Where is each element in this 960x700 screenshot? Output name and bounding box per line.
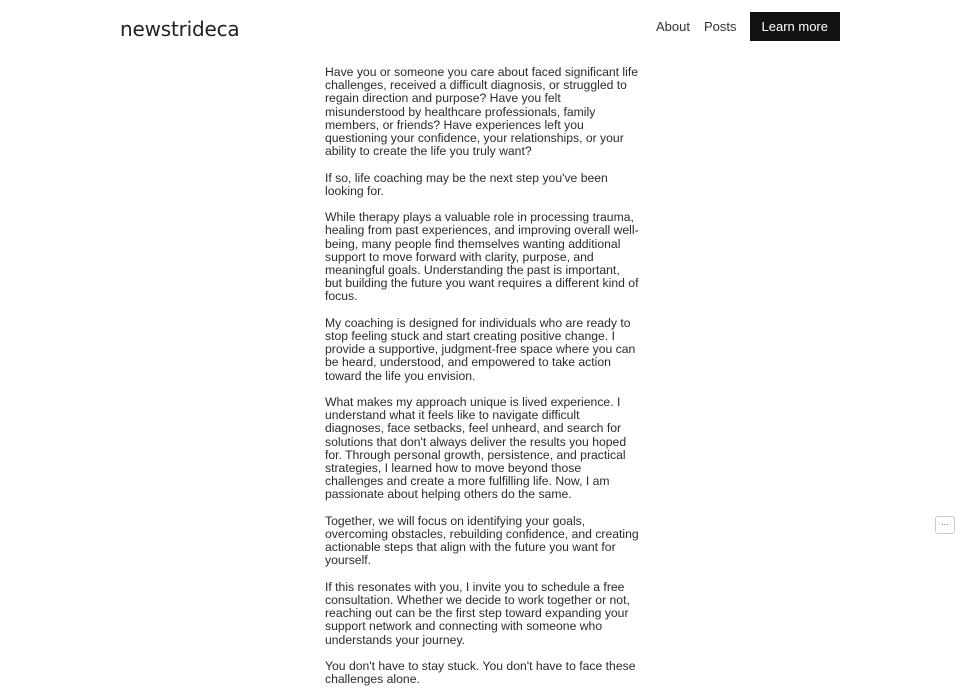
learn-more-button[interactable]: Learn more (750, 12, 840, 41)
paragraph-2: If so, life coaching may be the next step you've been looking for. (325, 170, 608, 198)
paragraph-8: You don't have to stay stuck. You don't have to face these challenges alone. (325, 659, 636, 687)
site-logo[interactable]: newstrideca (120, 17, 240, 41)
paragraph-6: Together, we will focus on identifying your goals, overcoming obstacles, rebuilding confidence, and creating actionable steps that align with the future you want for yourself. (325, 513, 639, 568)
paragraph-5: What makes my approach unique is lived experience. I understand what it feels like to navigate difficult diagnoses, face setbacks, feel unheard, and search for solutions that don't always deliver the results you hoped for. Through personal growth, persistence, and practical strategies, I learned how to move beyond those challenges and create a more fulfilling life. Now, I am passionate about helping others do the same. (325, 395, 627, 502)
main-nav (656, 12, 840, 41)
paragraph-7: If this resonates with you, I invite you to schedule a free consultation. Whether we decide to work together or not, reaching out can be the first step toward expanding your support network and connecting with someone who understands your journey. (325, 579, 630, 647)
paragraph-4: My coaching is designed for individuals who are ready to stop feeling stuck and start creating positive change. I provide a supportive, judgment-free space where you can be heard, understood, and empowered to take action toward the life you envision. (325, 315, 636, 383)
nav-about-link[interactable]: About (656, 19, 690, 34)
paragraph-3: While therapy plays a valuable role in processing trauma, healing from past experiences, and improving overall well-being, many people find themselves wanting additional support to move forward with clarity, purpose, and meaningful goals. Understanding the past is important, but building the future you want requires a different kind of focus. (325, 210, 639, 304)
dots-icon[interactable]: ··· (935, 516, 955, 534)
paragraph-1: Have you or someone you care about faced significant life challenges, received a difficult diagnosis, or struggled to regain direction and purpose? Have you felt misunderstood by healthcare professionals, family members, or friends? Have experiences left you questioning your confidence, your relationships, or your ability to create the life you truly want? (325, 65, 638, 159)
article-body (325, 66, 640, 700)
nav-posts-link[interactable]: Posts (704, 19, 737, 34)
